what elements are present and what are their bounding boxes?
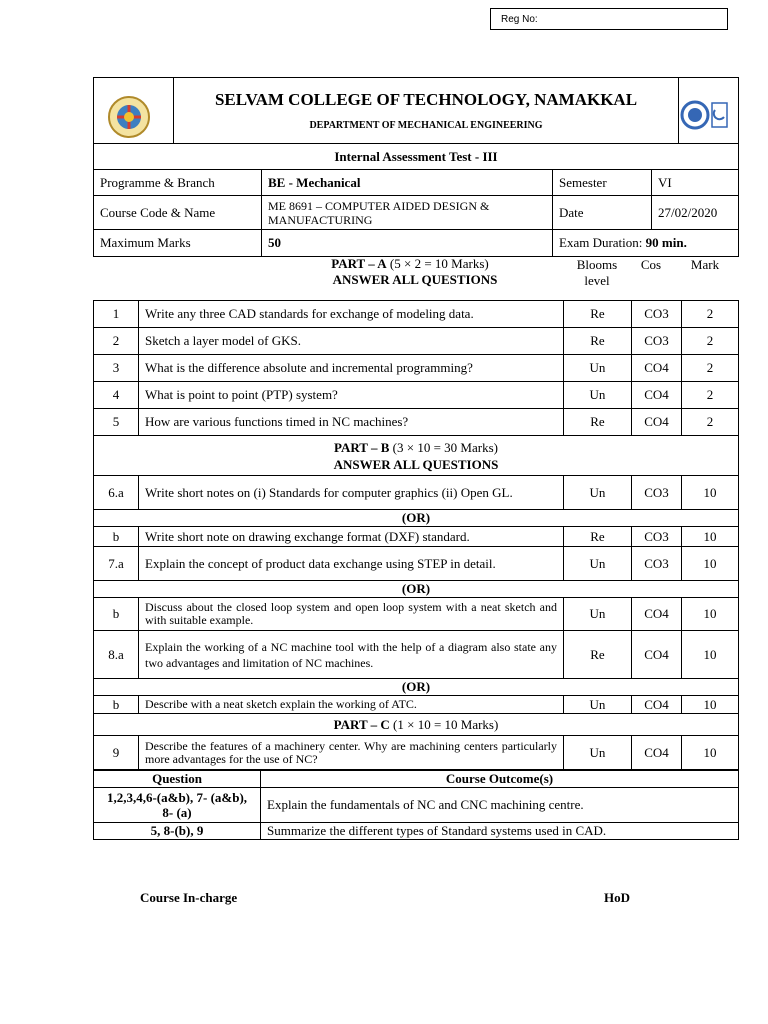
table-row (94, 631, 739, 679)
table-row (94, 409, 739, 436)
part-b-heading-row (94, 436, 739, 476)
mark-header: Mark (690, 257, 720, 272)
part-a-marks: (5 × 2 = 10 Marks) (389, 256, 489, 271)
table-row (94, 527, 739, 547)
part-c-heading-row (94, 714, 739, 736)
course-outcome: CO4 (632, 631, 682, 679)
course-outcome: CO4 (632, 382, 682, 409)
college-title-cell (174, 78, 679, 144)
table-row (94, 355, 739, 382)
outcome-header-row (94, 771, 739, 788)
question-number: b (94, 527, 139, 547)
course-outcome-table (93, 770, 739, 840)
question-mark: 10 (682, 547, 739, 581)
course-outcome: CO4 (632, 409, 682, 436)
course-incharge-signature: Course In-charge (140, 890, 238, 905)
duration-label: Exam Duration: (559, 235, 643, 250)
or-divider: (OR) (94, 581, 739, 598)
question-number: 9 (94, 736, 139, 770)
question-number: 3 (94, 355, 139, 382)
or-row (94, 679, 739, 696)
question-mark: 2 (682, 409, 739, 436)
part-a-instruction: ANSWER ALL QUESTIONS (332, 272, 498, 287)
date-label: Date (553, 196, 652, 230)
part-c-marks: (1 × 10 = 10 Marks) (393, 716, 499, 732)
header-table (93, 77, 739, 170)
exam-duration (553, 230, 739, 257)
question-number: 6.a (94, 476, 139, 510)
question-text: Discuss about the closed loop system and open loop system with a neat sketch and with suitable example. (139, 598, 564, 631)
course-label: Course Code & Name (94, 196, 262, 230)
question-number: 1 (94, 301, 139, 328)
part-b-title: PART – B (334, 439, 390, 455)
part-a-heading (260, 256, 560, 272)
level-label: level (584, 273, 610, 288)
course-outcome: CO4 (632, 736, 682, 770)
question-text: What is point to point (PTP) system? (139, 382, 564, 409)
programme-value: BE - Mechanical (262, 170, 553, 196)
hod-signature: HoD (604, 890, 630, 905)
max-marks-label: Maximum Marks (94, 230, 262, 257)
course-outcome: CO3 (632, 476, 682, 510)
part-a-title: PART – A (331, 256, 387, 271)
question-number: 7.a (94, 547, 139, 581)
question-mark: 10 (682, 736, 739, 770)
blooms-level: Un (564, 696, 632, 714)
question-mark: 10 (682, 598, 739, 631)
table-row (94, 823, 739, 840)
blooms-level: Un (564, 736, 632, 770)
table-row (94, 301, 739, 328)
question-column-header: Question (94, 771, 261, 788)
course-outcome: CO4 (632, 355, 682, 382)
blooms-level: Un (564, 355, 632, 382)
test-title: Internal Assessment Test - III (94, 144, 739, 170)
question-number: 4 (94, 382, 139, 409)
course-outcome: CO4 (632, 598, 682, 631)
or-row (94, 581, 739, 598)
part-c-title: PART – C (333, 716, 390, 732)
table-row (94, 696, 739, 714)
course-value: ME 8691 – COMPUTER AIDED DESIGN & MANUFACTURING (262, 196, 553, 230)
blooms-label: Blooms (576, 257, 618, 272)
outcome-questions: 5, 8-(b), 9 (94, 823, 261, 840)
blooms-level: Un (564, 547, 632, 581)
question-text: Describe the features of a machinery center. Why are machining centers particularly more advantages for the use of NC? (139, 736, 564, 770)
cos-header: Cos (640, 257, 662, 272)
college-name: SELVAM COLLEGE OF TECHNOLOGY, NAMAKKAL (214, 90, 638, 109)
outcome-text: Summarize the different types of Standard systems used in CAD. (261, 823, 739, 840)
course-outcome: CO3 (632, 301, 682, 328)
programme-label: Programme & Branch (94, 170, 262, 196)
table-row (94, 547, 739, 581)
table-row (94, 598, 739, 631)
reg-no-label: Reg No: (501, 14, 538, 25)
question-number: b (94, 696, 139, 714)
course-outcome: CO4 (632, 696, 682, 714)
semester-label: Semester (553, 170, 652, 196)
course-outcome: CO3 (632, 547, 682, 581)
question-number: 8.a (94, 631, 139, 679)
reg-no-box (490, 8, 728, 30)
questions-table (93, 300, 739, 770)
question-number: 5 (94, 409, 139, 436)
question-mark: 2 (682, 382, 739, 409)
question-mark: 10 (682, 631, 739, 679)
blooms-level-header (567, 257, 627, 289)
blooms-level: Re (564, 328, 632, 355)
question-text: How are various functions timed in NC machines? (139, 409, 564, 436)
table-row (94, 476, 739, 510)
part-b-instruction: ANSWER ALL QUESTIONS (333, 456, 499, 472)
max-marks-value: 50 (262, 230, 553, 257)
question-text: Write any three CAD standards for exchange of modeling data. (139, 301, 564, 328)
course-outcome: CO3 (632, 328, 682, 355)
duration-value: 90 min. (645, 235, 687, 250)
question-number: b (94, 598, 139, 631)
part-b-marks: (3 × 10 = 30 Marks) (392, 439, 498, 455)
or-divider: (OR) (94, 510, 739, 527)
semester-value: VI (652, 170, 739, 196)
outcome-text: Explain the fundamentals of NC and CNC machining centre. (261, 788, 739, 823)
outcome-column-header: Course Outcome(s) (261, 771, 739, 788)
blooms-level: Re (564, 301, 632, 328)
blooms-level: Re (564, 409, 632, 436)
blooms-level: Un (564, 382, 632, 409)
or-divider: (OR) (94, 679, 739, 696)
question-text: Write short note on drawing exchange format (DXF) standard. (139, 527, 564, 547)
blooms-level: Re (564, 527, 632, 547)
blooms-level: Un (564, 476, 632, 510)
table-row (94, 736, 739, 770)
college-logo-icon (100, 95, 158, 139)
or-row (94, 510, 739, 527)
question-mark: 2 (682, 355, 739, 382)
question-text: Describe with a neat sketch explain the working of ATC. (139, 696, 564, 714)
blooms-level: Un (564, 598, 632, 631)
course-outcome: CO3 (632, 527, 682, 547)
question-text: Write short notes on (i) Standards for computer graphics (ii) Open GL. (139, 476, 564, 510)
table-row (94, 328, 739, 355)
question-text: Explain the working of a NC machine tool with the help of a diagram also state any two advantages and limitation of NC machines. (139, 631, 564, 679)
question-mark: 2 (682, 328, 739, 355)
table-row (94, 788, 739, 823)
accreditation-logo-icon (679, 95, 731, 139)
question-mark: 10 (682, 696, 739, 714)
blooms-level: Re (564, 631, 632, 679)
question-mark: 10 (682, 527, 739, 547)
part-c-heading (94, 714, 739, 736)
question-text: What is the difference absolute and incremental programming? (139, 355, 564, 382)
table-row (94, 382, 739, 409)
date-value: 27/02/2020 (652, 196, 739, 230)
department-name: DEPARTMENT OF MECHANICAL ENGINEERING (309, 120, 543, 131)
part-b-heading (94, 436, 739, 476)
info-table (93, 169, 739, 257)
question-mark: 2 (682, 301, 739, 328)
question-number: 2 (94, 328, 139, 355)
question-text: Sketch a layer model of GKS. (139, 328, 564, 355)
outcome-questions: 1,2,3,4,6-(a&b), 7- (a&b), 8- (a) (94, 788, 261, 823)
question-text: Explain the concept of product data exchange using STEP in detail. (139, 547, 564, 581)
question-mark: 10 (682, 476, 739, 510)
